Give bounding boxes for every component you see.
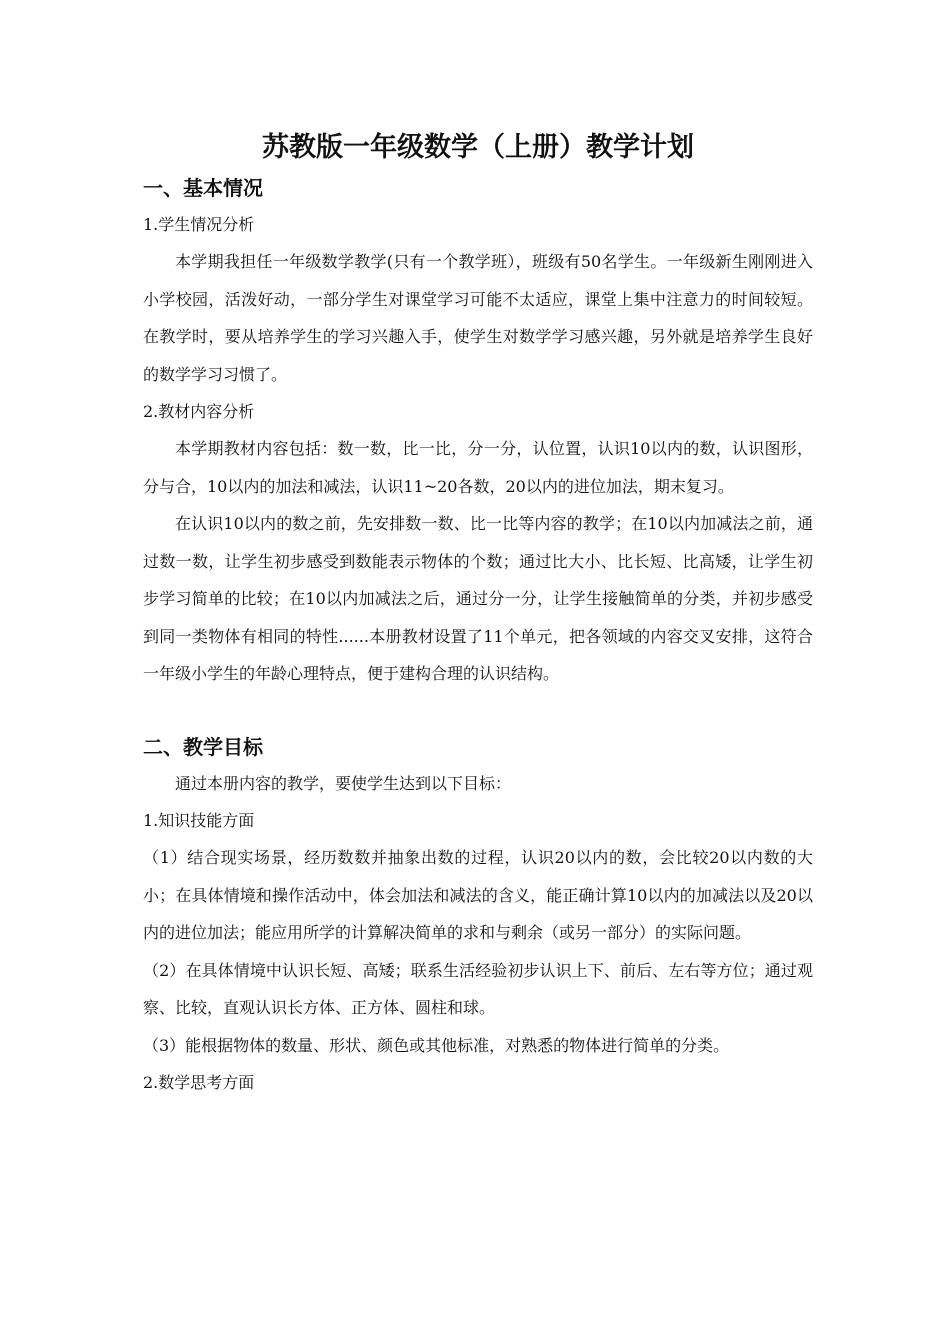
subheading-student-analysis: 1.学生情况分析 [143,215,255,234]
paragraph-goals-intro: 通过本册内容的教学，要使学生达到以下目标： [175,773,512,793]
list-item-goal-3: （3）能根据物体的数量、形状、颜色或其他标准，对熟悉的物体进行简单的分类。 [143,1035,730,1055]
document-body [143,126,813,1101]
section-spacer [143,693,813,729]
section-heading-teaching-goals: 二、教学目标 [143,734,263,759]
subheading-textbook-analysis: 2.教材内容分析 [143,402,255,421]
subheading-math-thinking: 2.数学思考方面 [143,1073,255,1092]
list-item-goal-2: （2）在具体情境中认识长短、高矮；联系生活经验初步认识上下、前后、左右等方位；通过观察、比较，直观认识长方体、正方体、圆柱和球。 [143,960,813,1017]
paragraph-student-analysis: 本学期我担任一年级数学教学(只有一个教学班），班级有50名学生。一年级新生刚刚进入小学校园，活泼好动，一部分学生对课堂学习可能不太适应，课堂上集中注意力的时间较短。在教学时，要从培养学生的学习兴趣入手，使学生对数学学习感兴趣，另外就是培养学生良好的数学学习习惯了。 [143,252,813,384]
paragraph-textbook-structure: 在认识10以内的数之前，先安排数一数、比一比等内容的教学；在10以内加减法之前，通过数一数，让学生初步感受到数能表示物体的个数；通过比大小、比长短、比高矮，让学生初步学习简单的比较；在10以内加减法之后，通过分一分，让学生接触简单的分类，并初步感受到同一类物体有相同的特性......本册教材设置了11个单元，把各领域的内容交叉安排，这符合一年级小学生的年龄心理特点，便于建构合理的认识结构。 [143,514,813,683]
section-heading-basic-situation: 一、基本情况 [143,176,263,200]
list-item-goal-1: （1）结合现实场景，经历数数并抽象出数的过程，认识20以内的数，会比较20以内数的大小；在具体情境和操作活动中，体会加法和减法的含义，能正确计算10以内的加减法以及20以内的进位加法；能应用所学的计算解决简单的求和与剩余（或另一部分）的实际问题。 [143,848,813,942]
document-title: 苏教版一年级数学（上册）教学计划 [262,132,694,163]
paragraph-textbook-contents: 本学期教材内容包括：数一数，比一比，分一分，认位置，认识10以内的数，认识图形，分与合，10以内的加法和减法，认识11~20各数，20以内的进位加法，期末复习。 [143,439,813,496]
subheading-knowledge-skills: 1.知识技能方面 [143,811,255,830]
